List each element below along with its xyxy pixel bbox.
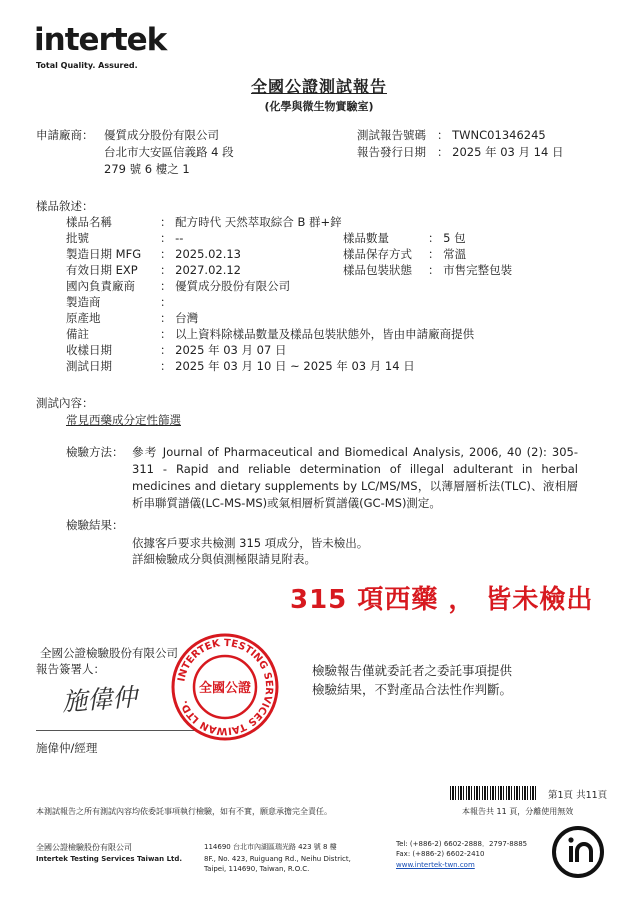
sample-label: 製造商 — [66, 295, 101, 309]
sample-value: ： — [160, 295, 172, 309]
sample-label: 測試日期 — [66, 359, 112, 373]
sample-value: ： 2025.02.13 — [160, 247, 241, 261]
bottom-note-left: 本測試報告之所有測試內容均依委託事項執行檢驗，如有不實，願意承擔完全責任。 — [36, 807, 332, 816]
sample-label: 製造日期 MFG — [66, 247, 142, 261]
sample-label: 國內負責廠商 — [66, 279, 135, 293]
sample-value: ： -- — [160, 231, 184, 245]
company-seal — [170, 632, 280, 742]
sample-right-label: 樣品保存方式 — [343, 247, 412, 261]
intertek-emblem-icon — [550, 824, 606, 880]
result-label: 檢驗結果： — [66, 518, 124, 532]
sample-value: ： 優質成分股份有限公司 — [160, 279, 291, 293]
sample-label: 收樣日期 — [66, 343, 112, 357]
disclaimer-line-1: 檢驗報告僅就委託者之委託事項提供 — [312, 663, 513, 678]
report-date-value: ： 2025 年 03 月 14 日 — [437, 145, 564, 159]
sample-label: 有效日期 EXP — [66, 263, 138, 277]
sample-value: ： 台灣 — [160, 311, 199, 325]
svg-text:INTERTEK TESTING SERVICES TAIW: INTERTEK TESTING SERVICES TAIWAN LTD. — [176, 637, 275, 737]
sample-heading: 樣品敘述： — [36, 199, 94, 213]
sample-label: 備註 — [66, 327, 89, 341]
sample-value: ： 2027.02.12 — [160, 263, 241, 277]
sample-right-label: 樣品數量 — [343, 231, 389, 245]
test-heading: 測試內容： — [36, 396, 94, 410]
applicant-name: 優質成分股份有限公司 — [104, 128, 219, 142]
disclaimer-line-2: 檢驗結果，不對產品合法性作判斷。 — [312, 682, 513, 697]
footer-website-link[interactable]: www.intertek-twn.com — [396, 861, 475, 869]
report-number-value: ： TWNC01346245 — [437, 128, 546, 142]
footer-fax: Fax: (+886-2) 6602-2410 — [396, 850, 485, 858]
sample-right-value: ： 市售完整包裝 — [428, 263, 513, 277]
sample-right-value: ： 5 包 — [428, 231, 466, 245]
barcode — [450, 786, 536, 800]
footer-address-en-2: Taipei, 114690, Taiwan, R.O.C. — [204, 865, 310, 873]
applicant-label: 申請廠商： — [36, 128, 94, 142]
bottom-note-right: 本報告共 11 頁，分離使用無效 — [462, 807, 574, 816]
footer-tel: Tel: (+886-2) 6602-2888．2797-8885 — [396, 840, 528, 848]
sample-label: 原產地 — [66, 311, 101, 325]
footer-address-en-1: 8F., No. 423, Ruiguang Rd., Neihu District, — [204, 855, 351, 863]
test-item: 常見西藥成分定性篩選 — [66, 413, 181, 427]
signer-name: 施偉仲/經理 — [36, 741, 98, 755]
result-line-1: 依據客戶要求共檢測 315 項成分，皆未檢出。 — [132, 536, 369, 550]
report-subtitle: (化學與微生物實驗室) — [264, 100, 374, 113]
footer-company-zh: 全國公證檢驗股份有限公司 — [36, 843, 132, 852]
applicant-address-2: 279 號 6 樓之 1 — [104, 162, 190, 176]
sample-right-value: ： 常溫 — [428, 247, 467, 261]
sample-value: ： 以上資料除樣品數量及樣品包裝狀態外，皆由申請廠商提供 — [160, 327, 475, 341]
highlight-result: 315 項西藥 ， 皆未檢出 — [290, 585, 594, 615]
page-info: 第1頁 共11頁 — [548, 790, 608, 801]
handwritten-signature: 施偉仲 — [61, 682, 139, 717]
footer-company-en: Intertek Testing Services Taiwan Ltd. — [36, 855, 183, 863]
report-number-label: 測試報告號碼 — [357, 128, 426, 142]
report-date-label: 報告發行日期 — [357, 145, 426, 159]
sample-label: 樣品名稱 — [66, 215, 112, 229]
footer-address-zh: 114690 台北市內湖區瑞光路 423 號 8 樓 — [204, 843, 337, 851]
intertek-logo: intertek — [34, 22, 167, 58]
method-text: 參考 Journal of Pharmaceutical and Biomedical Analysis, 2006, 40 (2): 305-311 - Rapid and reliable determination of illegal adulterant in herbal medicines and dietary supplements by LC/MS/MS，以薄層層析法(TLC)、液相層析串聯質譜儀(LC-MS-MS)或氣相層析質譜儀(GC-MS)測定。 — [132, 445, 578, 510]
sample-right-label: 樣品包裝狀態 — [343, 263, 412, 277]
sample-value: ： 2025 年 03 月 07 日 — [160, 343, 287, 357]
svg-text:全國公證: 全國公證 — [198, 681, 252, 696]
method-label: 檢驗方法： — [66, 445, 124, 459]
logo-tagline: Total Quality. Assured. — [36, 61, 138, 70]
report-title: 全國公證測試報告 — [250, 77, 387, 96]
sample-value: ： 2025 年 03 月 10 日 ~ 2025 年 03 月 14 日 — [160, 359, 415, 373]
signature-company: 全國公證檢驗股份有限公司 — [40, 646, 178, 660]
signer-label: 報告簽署人： — [36, 662, 105, 676]
sample-label: 批號 — [66, 231, 89, 245]
result-line-2: 詳細檢驗成分與偵測極限請見附表。 — [132, 552, 316, 566]
applicant-address-1: 台北市大安區信義路 4 段 — [104, 145, 234, 159]
sample-value: ： 配方時代 天然萃取綜合 B 群+鋅 — [160, 215, 342, 229]
